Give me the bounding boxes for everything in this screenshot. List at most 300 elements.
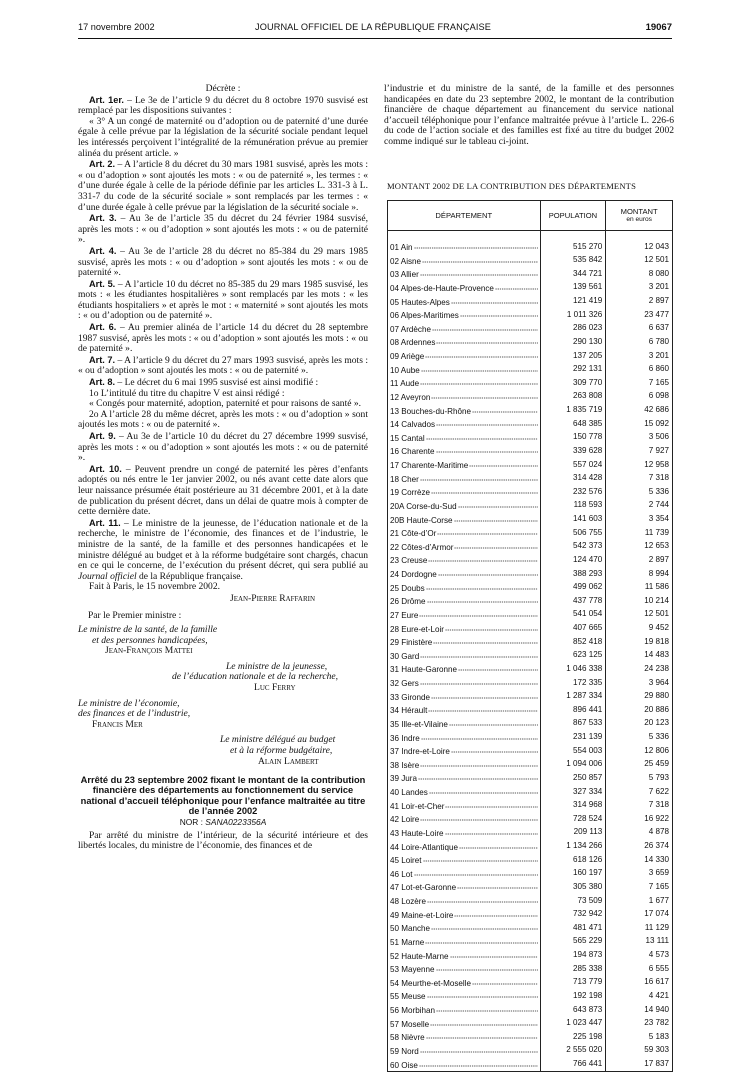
article-10-text: – Peuvent prendre un congé de paternité les pères d’enfants adoptés ou nés entre le 1er janvier 2002, ou nés avant cette date alors que leur naissance présumée était postérieure au 31 décembre 2001, et à la date de publication du présent décret, dans un délai de quatre mois à compter de cette dernière date. <box>78 463 368 518</box>
cell-population: 437 778 <box>540 594 606 608</box>
cell-montant: 12 653 <box>606 540 673 554</box>
table-row <box>388 594 673 608</box>
col-header-montant-label: MONTANT <box>620 206 658 216</box>
article-7 <box>78 355 368 377</box>
leader-dots <box>451 295 538 305</box>
page-header <box>78 22 672 36</box>
cell-montant: 26 374 <box>606 840 673 854</box>
table-row <box>388 390 673 404</box>
leader-dots <box>420 812 537 822</box>
leader-dots <box>432 322 538 332</box>
cell-departement <box>388 731 541 745</box>
departement-name: 28 Eure-et-Loir <box>390 624 444 634</box>
cell-departement <box>388 417 541 431</box>
cell-departement <box>388 322 541 336</box>
table-row <box>388 962 673 976</box>
cell-departement <box>388 717 541 731</box>
article-11-end: de la République française. <box>136 570 243 582</box>
table-row <box>388 717 673 731</box>
table-title: MONTANT 2002 DE LA CONTRIBUTION DES DÉPARTEMENTS <box>387 181 637 191</box>
departement-name: 23 Creuse <box>390 556 428 566</box>
table-row <box>388 744 673 758</box>
table-row <box>388 771 673 785</box>
cell-montant: 42 686 <box>606 404 673 418</box>
departement-name: 40 Landes <box>390 788 428 797</box>
table-row <box>388 921 673 935</box>
departement-name: 60 Oise <box>390 1060 418 1070</box>
cell-montant: 10 214 <box>606 594 673 608</box>
leader-dots <box>458 499 538 509</box>
jeunesse-title-1: Le ministre de la jeunesse, <box>226 660 328 672</box>
cell-population: 192 198 <box>540 989 606 1003</box>
cell-departement <box>388 240 541 254</box>
sante-title-2: et des personnes handicapées, <box>92 634 208 646</box>
cell-departement <box>388 853 541 867</box>
cell-departement <box>388 499 541 513</box>
leader-dots <box>438 567 538 577</box>
departement-name: 13 Bouches-du-Rhône <box>390 406 471 416</box>
article-7-text: – A l’article 9 du décret du 27 mars 1993 susvisé, après les mots : « ou d’adoption » sont ajoutés les mots : « ou de paternité ». <box>78 354 368 377</box>
article-8-label: Art. 8. <box>89 377 116 388</box>
signature-prime-minister: Jean-Pierre Raffarin <box>230 592 315 604</box>
budget-minister-name: Alain Lambert <box>258 755 319 767</box>
cell-population: 648 385 <box>540 417 606 431</box>
leader-dots <box>436 444 538 454</box>
cell-montant: 5 183 <box>606 1030 673 1044</box>
cell-departement <box>388 594 541 608</box>
departement-name: 44 Loire-Atlantique <box>390 842 458 852</box>
cell-montant: 4 573 <box>606 949 673 963</box>
article-3-text: – Au 3e de l’article 35 du décret du 24 février 1984 susvisé, après les mots : « ou d’adoption » sont ajoutés les mots : « ou de paternité ». <box>78 213 368 246</box>
table-row <box>388 349 673 363</box>
leader-dots <box>421 363 538 373</box>
departement-name: 33 Gironde <box>390 692 431 702</box>
cell-population: 407 665 <box>540 622 606 636</box>
article-3-label: Art. 3. <box>89 213 117 224</box>
cell-departement <box>388 390 541 404</box>
cell-departement <box>388 526 541 540</box>
departement-name: 04 Alpes-de-Haute-Provence <box>390 283 494 293</box>
cell-departement <box>388 921 541 935</box>
article-2 <box>78 159 368 213</box>
cell-population: 292 131 <box>540 363 606 377</box>
departement-name: 53 Mayenne <box>390 965 435 975</box>
article-7-label: Art. 7. <box>89 354 116 365</box>
cell-montant: 23 477 <box>606 308 673 322</box>
cell-montant: 7 622 <box>606 785 673 799</box>
departement-name: 30 Gard <box>390 651 420 661</box>
departement-name: 37 Indre-et-Loire <box>390 747 450 757</box>
article-1-quote: « 3° A un congé de maternité ou d’adoption ou de paternité d’une durée égale à celle prévue par la législation de la sécurité sociale pendant lequel les intéressés perçoivent l’intégralité de la rémunération prévue au premier alinéa du présent article. » <box>78 115 368 159</box>
leader-dots <box>431 921 537 931</box>
cell-population: 643 873 <box>540 1003 606 1017</box>
col-header-montant-unit: en euros <box>626 215 652 223</box>
leader-dots <box>427 989 538 999</box>
leader-dots <box>431 690 537 700</box>
cell-montant: 3 354 <box>606 513 673 527</box>
cell-departement <box>388 485 541 499</box>
cell-departement <box>388 267 541 281</box>
departement-name: 27 Eure <box>390 610 419 620</box>
table-body <box>388 231 673 1072</box>
cell-population: 541 054 <box>540 608 606 622</box>
cell-montant: 20 123 <box>606 717 673 731</box>
table-row <box>388 880 673 894</box>
cell-departement <box>388 880 541 894</box>
table-row <box>388 867 673 881</box>
leader-dots <box>425 935 537 945</box>
leader-dots <box>427 594 538 604</box>
leader-dots <box>425 349 537 359</box>
cell-population: 172 335 <box>540 676 606 690</box>
departement-name: 52 Haute-Marne <box>390 951 449 961</box>
sante-title-1: Le ministre de la santé, de la famille <box>78 624 218 636</box>
cell-departement <box>388 281 541 295</box>
cell-montant: 14 940 <box>606 1003 673 1017</box>
table-row <box>388 812 673 826</box>
article-11-text: – Le ministre de la jeunesse, de l’éducation nationale et de la recherche, le ministre de l’économie, des finances et de l’industrie, le ministre de la santé, de la famille et des personnes handicapées et le ministre délégué au budget et à la réforme budgétaire sont chargés, chacun en ce qui le concerne, de l’exécution du présent décret, qui sera publié au <box>78 517 368 572</box>
leader-dots <box>428 553 537 563</box>
leader-dots <box>431 485 537 495</box>
cell-population: 506 755 <box>540 526 606 540</box>
cell-population: 515 270 <box>540 240 606 254</box>
cell-departement <box>388 635 541 649</box>
leader-dots <box>495 281 538 291</box>
article-4-text: – Au 3e de l’article 28 du décret no 85-384 du 29 mars 1985 susvisé, après les mots : « ou d’adoption » sont ajoutés les mots : « ou de paternité ». <box>78 245 368 279</box>
cell-population: 194 873 <box>540 949 606 963</box>
cell-montant: 4 421 <box>606 989 673 1003</box>
cell-montant: 24 238 <box>606 662 673 676</box>
article-8-point-1: 1o L’intitulé du titre du chapitre V est ainsi rédigé : <box>89 387 285 399</box>
cell-montant: 11 586 <box>606 581 673 595</box>
cell-montant: 6 637 <box>606 322 673 336</box>
cell-population: 557 024 <box>540 458 606 472</box>
table-row <box>388 1044 673 1058</box>
table-spacer-row <box>388 231 673 241</box>
cell-departement <box>388 458 541 472</box>
article-4-label: Art. 4. <box>89 245 117 256</box>
leader-dots <box>426 431 538 441</box>
departement-name: 38 Isère <box>390 760 420 770</box>
cell-departement <box>388 662 541 676</box>
cell-montant: 3 201 <box>606 349 673 363</box>
leader-dots <box>420 376 537 386</box>
leader-dots <box>457 880 537 890</box>
table-row <box>388 567 673 581</box>
article-9-label: Art. 9. <box>89 431 116 441</box>
cell-departement <box>388 431 541 445</box>
leader-dots <box>458 662 537 672</box>
cell-population: 1 134 266 <box>540 840 606 854</box>
cell-departement <box>388 295 541 309</box>
cell-montant: 25 459 <box>606 758 673 772</box>
leader-dots <box>420 472 538 482</box>
departement-name: 54 Meurthe-et-Moselle <box>390 978 471 988</box>
article-1-label: Art. 1er. <box>89 94 124 105</box>
leader-dots <box>469 458 537 468</box>
departement-name: 16 Charente <box>390 447 435 457</box>
departement-name: 12 Aveyron <box>390 392 431 402</box>
nor-code: SANA0223356A <box>205 817 267 828</box>
cell-departement <box>388 976 541 990</box>
cell-population: 250 857 <box>540 771 606 785</box>
table-row <box>388 335 673 349</box>
contribution-table <box>387 200 673 1072</box>
cell-departement <box>388 840 541 854</box>
leader-dots <box>419 608 537 618</box>
cell-population: 896 441 <box>540 703 606 717</box>
article-10 <box>78 464 368 518</box>
departement-name: 46 Lot <box>390 869 413 879</box>
departement-name: 39 Jura <box>390 774 417 784</box>
cell-departement <box>388 444 541 458</box>
header-rule <box>78 38 672 39</box>
leader-dots <box>419 1058 538 1068</box>
cell-departement <box>388 690 541 704</box>
departement-name: 03 Allier <box>390 270 419 280</box>
cell-departement <box>388 308 541 322</box>
article-5 <box>78 279 368 322</box>
cell-population: 141 603 <box>540 513 606 527</box>
table-row <box>388 254 673 268</box>
table-row <box>388 908 673 922</box>
cell-montant: 14 483 <box>606 649 673 663</box>
cell-montant: 1 677 <box>606 894 673 908</box>
departement-name: 20A Corse-du-Sud <box>390 501 457 511</box>
leader-dots <box>420 267 538 277</box>
table-row <box>388 826 673 840</box>
leader-dots <box>414 867 538 877</box>
departement-name: 50 Manche <box>390 924 431 934</box>
table-row <box>388 295 673 309</box>
nor-label: NOR : <box>179 817 206 828</box>
cell-montant: 2 897 <box>606 295 673 309</box>
leader-dots <box>420 649 537 659</box>
cell-population: 852 418 <box>540 635 606 649</box>
departement-name: 35 Ille-et-Vilaine <box>390 719 448 729</box>
departement-name: 59 Nord <box>390 1046 419 1056</box>
table-row <box>388 240 673 254</box>
article-9 <box>78 431 368 464</box>
header-date: 17 novembre 2002 <box>78 22 155 32</box>
cell-departement <box>388 1003 541 1017</box>
table-row <box>388 853 673 867</box>
cell-departement <box>388 1017 541 1031</box>
cell-population: 554 003 <box>540 744 606 758</box>
departement-name: 09 Ariège <box>390 352 425 361</box>
jeunesse-minister-name: Luc Ferry <box>254 682 296 694</box>
cell-population: 388 293 <box>540 567 606 581</box>
cell-population: 121 419 <box>540 295 606 309</box>
cell-population: 285 338 <box>540 962 606 976</box>
departement-name: 07 Ardèche <box>390 324 431 334</box>
cell-montant: 23 782 <box>606 1017 673 1031</box>
article-11-label: Art. 11. <box>89 517 121 528</box>
cell-montant: 12 043 <box>606 240 673 254</box>
table-row <box>388 989 673 1003</box>
departement-name: 18 Cher <box>390 474 419 484</box>
cell-population: 160 197 <box>540 867 606 881</box>
cell-departement <box>388 703 541 717</box>
table-row <box>388 949 673 963</box>
cell-departement <box>388 1030 541 1044</box>
leader-dots <box>421 731 538 741</box>
departement-name: 05 Hautes-Alpes <box>390 297 450 307</box>
departement-name: 08 Ardennes <box>390 338 436 348</box>
sante-minister-name: Jean-François Mattei <box>105 645 193 657</box>
budget-title-1: Le ministre délégué au budget <box>220 734 336 746</box>
table-row <box>388 690 673 704</box>
table-row <box>388 662 673 676</box>
article-8-point-2: 2o A l’article 28 du même décret, après les mots : « ou d’adoption » sont ajoutés les mots : « ou de paternité ». <box>78 408 368 431</box>
cell-montant: 5 793 <box>606 771 673 785</box>
cell-population: 139 561 <box>540 281 606 295</box>
cell-departement <box>388 758 541 772</box>
signature-place-date: Fait à Paris, le 15 novembre 2002. <box>89 581 220 593</box>
nor-reference <box>78 817 368 828</box>
departement-name: 22 Côtes-d’Armor <box>390 542 454 552</box>
cell-population: 1 287 334 <box>540 690 606 704</box>
table-row <box>388 1030 673 1044</box>
table-row <box>388 649 673 663</box>
cell-population: 290 130 <box>540 335 606 349</box>
cell-departement <box>388 812 541 826</box>
leader-dots <box>472 976 538 986</box>
cell-montant: 12 958 <box>606 458 673 472</box>
cell-montant: 29 880 <box>606 690 673 704</box>
table-row <box>388 758 673 772</box>
cell-population: 314 968 <box>540 799 606 813</box>
left-column <box>78 84 368 852</box>
table-row <box>388 431 673 445</box>
leader-dots <box>459 840 538 850</box>
cell-population: 286 023 <box>540 322 606 336</box>
cell-montant: 11 129 <box>606 921 673 935</box>
cell-montant: 20 886 <box>606 703 673 717</box>
leader-dots <box>420 1044 538 1054</box>
cell-montant: 6 555 <box>606 962 673 976</box>
cell-montant: 4 878 <box>606 826 673 840</box>
leader-dots <box>427 894 538 904</box>
cell-departement <box>388 553 541 567</box>
leader-dots <box>422 254 537 264</box>
cell-montant: 7 927 <box>606 444 673 458</box>
arrete-continuation: l’industrie et du ministre de la santé, de la famille et des personnes handicapées en date du 23 septembre 2002, le montant de la contribution financière de chaque département au financement du service national d’accueil téléphonique pour l’enfance maltraitée prévue à l’article L. 226-6 du code de l’action sociale et des familles est fixé au titre du budget 2002 comme indiqué sur le tableau ci-joint. <box>384 83 674 147</box>
leader-dots <box>437 526 537 536</box>
article-6 <box>78 322 368 355</box>
cell-montant: 8 080 <box>606 267 673 281</box>
leader-dots <box>436 1003 538 1013</box>
arrete-text: Par arrêté du ministre de l’intérieur, de la sécurité intérieure et des libertés locales, du ministre de l’économie, des finances et de <box>78 829 368 852</box>
cell-montant: 2 744 <box>606 499 673 513</box>
cell-population: 623 125 <box>540 649 606 663</box>
cell-departement <box>388 567 541 581</box>
cell-departement <box>388 1044 541 1058</box>
cell-departement <box>388 962 541 976</box>
cell-montant: 9 452 <box>606 622 673 636</box>
cell-population: 309 770 <box>540 376 606 390</box>
table-row <box>388 799 673 813</box>
decrete-heading: Décrète : <box>205 83 241 94</box>
leader-dots <box>460 308 538 318</box>
cell-population: 263 808 <box>540 390 606 404</box>
cell-montant: 15 092 <box>606 417 673 431</box>
cell-montant: 17 837 <box>606 1058 673 1072</box>
jeunesse-title-2: de l’éducation nationale et de la recherche, <box>172 671 339 683</box>
cell-population: 231 139 <box>540 731 606 745</box>
departement-name: 06 Alpes-Maritimes <box>390 311 459 321</box>
header-journal-title: JOURNAL OFFICIEL DE LA RÉPUBLIQUE FRANÇAISE <box>255 22 491 32</box>
table-row <box>388 404 673 418</box>
departement-name: 43 Haute-Loire <box>390 828 444 838</box>
cell-population: 766 441 <box>540 1058 606 1072</box>
cell-montant: 5 336 <box>606 731 673 745</box>
departement-name: 17 Charente-Maritime <box>390 461 469 470</box>
table-row <box>388 1017 673 1031</box>
article-6-text: – Au premier alinéa de l’article 14 du décret du 28 septembre 1987 susvisé, après les mots : « ou d’adoption » sont ajoutés les mots : « ou de paternité ». <box>78 322 368 355</box>
leader-dots <box>430 1017 537 1027</box>
cell-population: 535 842 <box>540 254 606 268</box>
leader-dots <box>431 390 537 400</box>
leader-dots <box>436 335 537 345</box>
cell-population: 1 094 006 <box>540 758 606 772</box>
table-row <box>388 553 673 567</box>
departement-name: 31 Haute-Garonne <box>390 665 458 675</box>
par-premier-ministre: Par le Premier ministre : <box>88 609 182 621</box>
cell-population: 118 593 <box>540 499 606 513</box>
table-row <box>388 703 673 717</box>
leader-dots <box>426 1030 538 1040</box>
table-row <box>388 608 673 622</box>
arrete-title: Arrêté du 23 septembre 2002 fixant le montant de la contribution financière des départements au fonctionnement du service national d’accueil téléphonique pour l’enfance maltraitée au titre de l’année 2002 <box>80 775 366 816</box>
table-row <box>388 322 673 336</box>
cell-departement <box>388 799 541 813</box>
article-2-text: – A l’article 8 du décret du 30 mars 1981 susvisé, après les mots : « ou d’adoption » sont ajoutés les mots : « ou de paternité », les termes : « d’une durée égale à celle de la période définie par les articles L. 331-3 à L. 331-7 du code de la sécurité sociale » sont remplacés par les termes : « d’une durée égale à celle prévue par la législation de la sécurité sociale ». <box>78 159 368 213</box>
cell-population: 542 373 <box>540 540 606 554</box>
cell-montant: 59 303 <box>606 1044 673 1058</box>
table-row <box>388 935 673 949</box>
cell-departement <box>388 335 541 349</box>
cell-montant: 7 318 <box>606 799 673 813</box>
cell-population: 565 229 <box>540 935 606 949</box>
table-row <box>388 458 673 472</box>
article-11 <box>78 518 368 583</box>
cell-departement <box>388 376 541 390</box>
departement-name: 34 Hérault <box>390 706 428 716</box>
departement-name: 56 Morbihan <box>390 1006 435 1015</box>
departement-name: 55 Meuse <box>390 992 426 1002</box>
leader-dots <box>454 908 537 918</box>
cell-departement <box>388 513 541 527</box>
cell-departement <box>388 867 541 881</box>
cell-montant: 2 897 <box>606 553 673 567</box>
departement-name: 41 Loir-et-Cher <box>390 801 445 811</box>
table-row <box>388 581 673 595</box>
cell-montant: 7 165 <box>606 880 673 894</box>
table-header-row <box>388 201 673 231</box>
leader-dots <box>454 513 538 523</box>
table-row <box>388 731 673 745</box>
leader-dots <box>414 240 538 250</box>
departement-name: 24 Dordogne <box>390 570 437 579</box>
article-4 <box>78 246 368 279</box>
cell-population: 481 471 <box>540 921 606 935</box>
cell-departement <box>388 1058 541 1072</box>
cell-population: 314 428 <box>540 472 606 486</box>
departement-name: 15 Cantal <box>390 433 425 443</box>
table-row <box>388 1003 673 1017</box>
table-row <box>388 976 673 990</box>
